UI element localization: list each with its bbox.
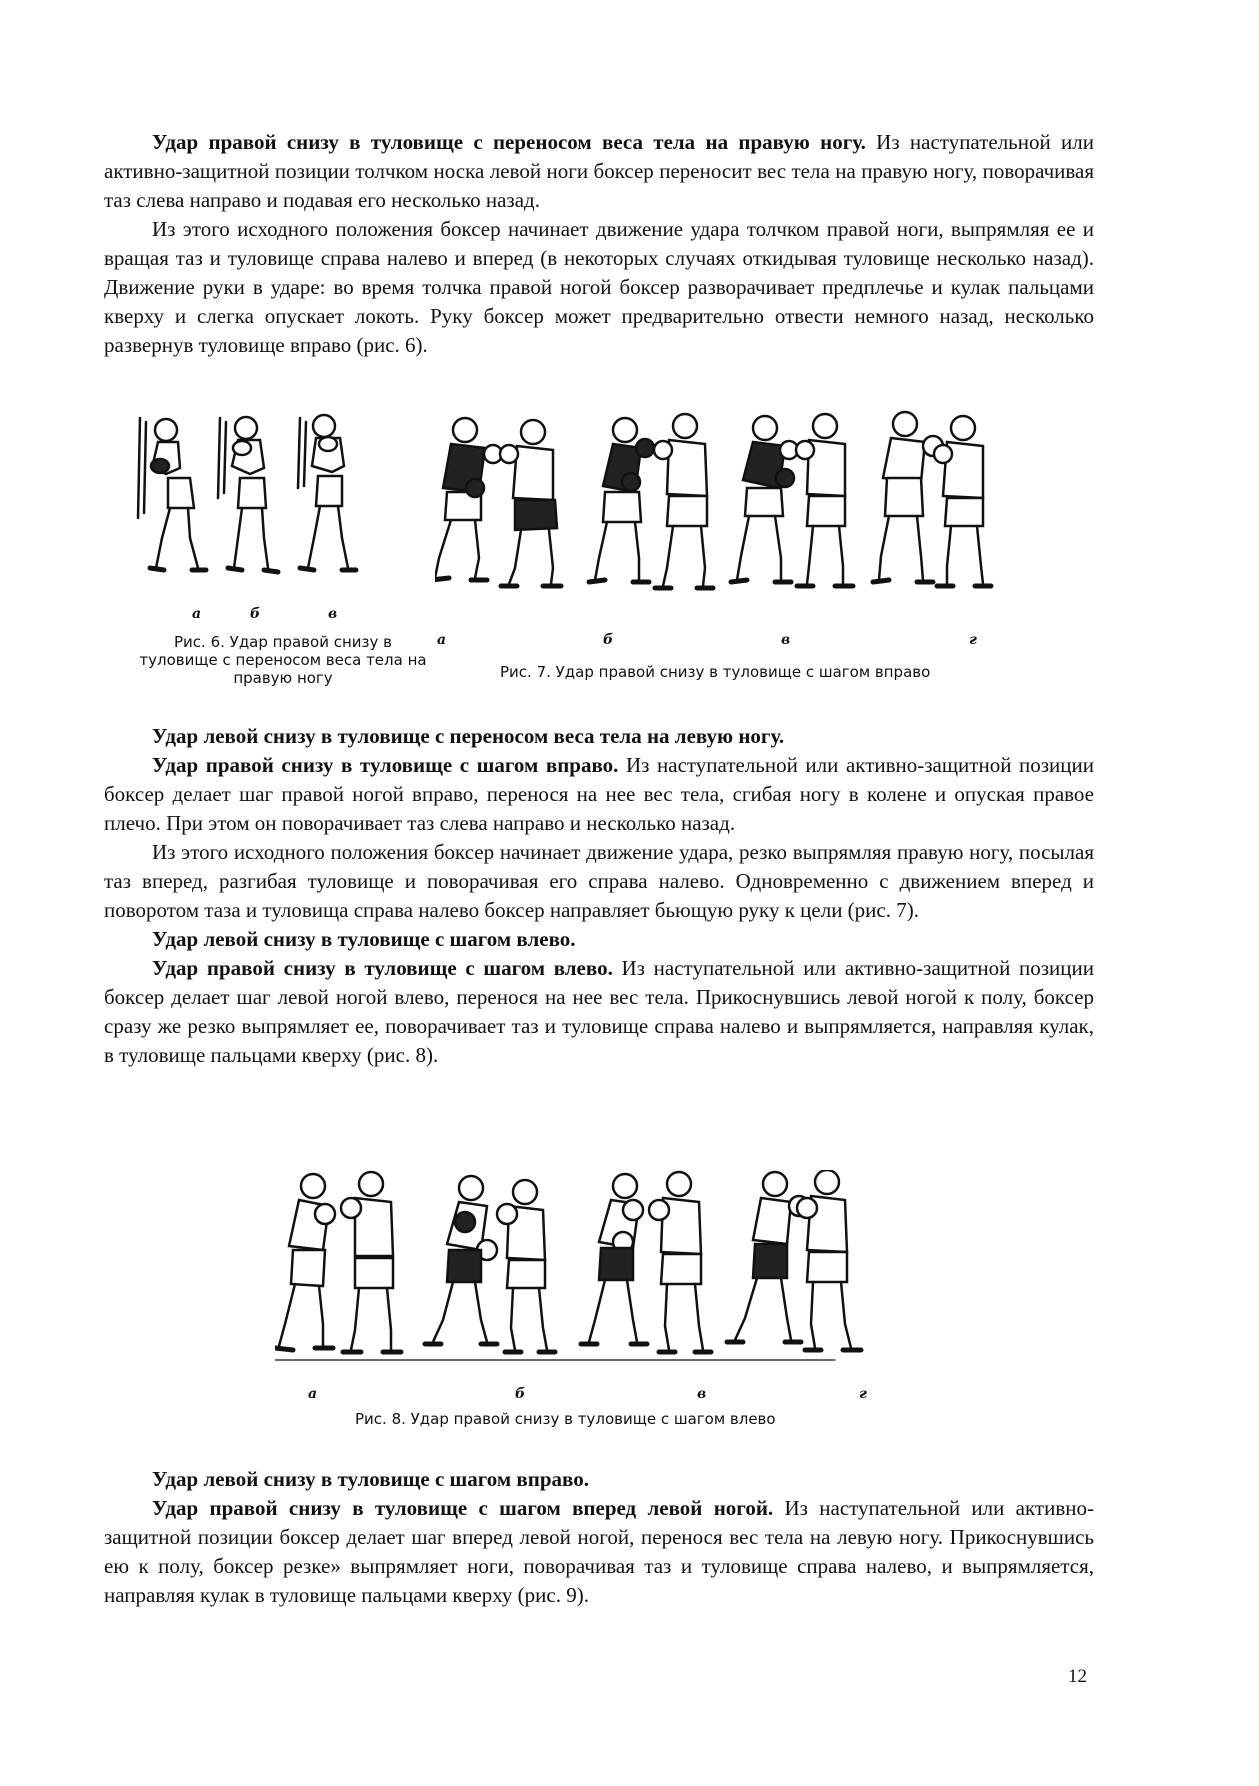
figure-label-a: а (308, 1386, 318, 1402)
figure-6 (128, 408, 428, 688)
paragraph-text: Из наступательной или активно-защитной позиции боксер делает шаг правой ногой вправо, перенося на нее вес тела, сгибая ногу в колене и опуская правое плечо. При этом он поворачивает таз слева направо и несколько назад. (104, 753, 1094, 835)
figure-7 (435, 408, 1075, 688)
text-block-bottom (104, 1465, 1094, 1610)
paragraph (104, 128, 1094, 215)
paragraph-text: Из этого исходного положения боксер начинает движение удара, резко выпрямляя правую ногу, посылая таз вперед, разгибая туловище и поворачивая его справа налево. Одновременно с движением вперед и поворотом таза и туловища справа налево боксер направляет бьющую руку к цели (рис. 7). (104, 840, 1094, 922)
text-block-middle (104, 722, 1094, 1070)
figure-label-c: в (328, 606, 338, 622)
figure-label-b: б (603, 632, 614, 648)
figure-label-d: г (969, 632, 977, 648)
boxer-illustration-fig8 (275, 1170, 935, 1380)
figure-8 (275, 1170, 935, 1435)
paragraph-heading: Удар правой снизу в туловище с шагом влево. (152, 956, 613, 980)
figure-label-c: в (781, 632, 791, 648)
paragraph-heading: Удар левой снизу в туловище с переносом веса тела на левую ногу. (152, 724, 785, 748)
paragraph-text: Из этого исходного положения боксер начинает движение удара толчком правой ноги, выпрямляя ее и вращая таз и туловище справа налево и вперед (в некоторых случаях откидывая туловище несколько назад). Движение руки в ударе: во время толчка правой ногой боксер разворачивает предплечье и кулак пальцами кверху и слегка опускает локоть. Руку боксер может предварительно отвести немного назад, несколько развернув туловище вправо (рис. 6). (104, 217, 1094, 357)
paragraph (104, 751, 1094, 838)
text-block-top (104, 128, 1094, 360)
paragraph (104, 1465, 1094, 1494)
figure-6-caption: Рис. 6. Удар правой снизу в туловище с переносом веса тела на правую ногу (139, 633, 427, 687)
page-number: 12 (1068, 1666, 1087, 1687)
paragraph (104, 838, 1094, 925)
boxer-illustration-fig6 (128, 408, 428, 588)
paragraph-heading: Удар правой снизу в туловище с переносом веса тела на правую ногу. (152, 130, 866, 154)
paragraph (104, 954, 1094, 1070)
figure-label-d: г (859, 1386, 867, 1402)
paragraph-heading: Удар левой снизу в туловище с шагом влево. (152, 927, 576, 951)
paragraph (104, 215, 1094, 360)
figure-label-a: а (192, 606, 202, 622)
paragraph (104, 722, 1094, 751)
paragraph-text: Из наступательной или активно-защитной позиции боксер делает шаг вперед левой ногой, перенося вес тела на левую ногу. Прикоснувшись ею к полу, боксер резке» выпрямляет ноги, поворачивая таз и туловище справа налево, и выпрямляется, направляя кулак в туловище пальцами кверху (рис. 9). (104, 1496, 1094, 1607)
paragraph (104, 1494, 1094, 1610)
figure-label-b: б (515, 1386, 526, 1402)
paragraph (104, 925, 1094, 954)
paragraph-text: Из наступательной или активно-защитной позиции боксер делает шаг левой ногой влево, перенося на нее вес тела. Прикоснувшись левой ногой к полу, боксер сразу же резко выпрямляет ее, поворачивает таз и туловище справа налево и выпрямляется, направляя кулак, в туловище пальцами кверху (рис. 8). (104, 956, 1095, 1067)
paragraph-text: Из наступательной или активно-защитной позиции толчком носка левой ноги боксер переносит вес тела на правую ногу, поворачивая таз слева направо и подавая его несколько назад. (104, 130, 1094, 212)
paragraph-heading: Удар правой снизу в туловище с шагом вперед левой ногой. (152, 1496, 774, 1520)
figure-label-a: а (437, 632, 447, 648)
figure-label-c: в (697, 1386, 707, 1402)
paragraph-heading: Удар левой снизу в туловище с шагом вправо. (152, 1467, 590, 1491)
figure-7-caption: Рис. 7. Удар правой снизу в туловище с шагом вправо (500, 663, 931, 681)
paragraph-heading: Удар правой снизу в туловище с шагом вправо. (152, 753, 619, 777)
figure-label-b: б (250, 606, 261, 622)
figure-8-caption: Рис. 8. Удар правой снизу в туловище с шагом влево (355, 1410, 776, 1428)
boxer-illustration-fig7 (435, 408, 1075, 628)
